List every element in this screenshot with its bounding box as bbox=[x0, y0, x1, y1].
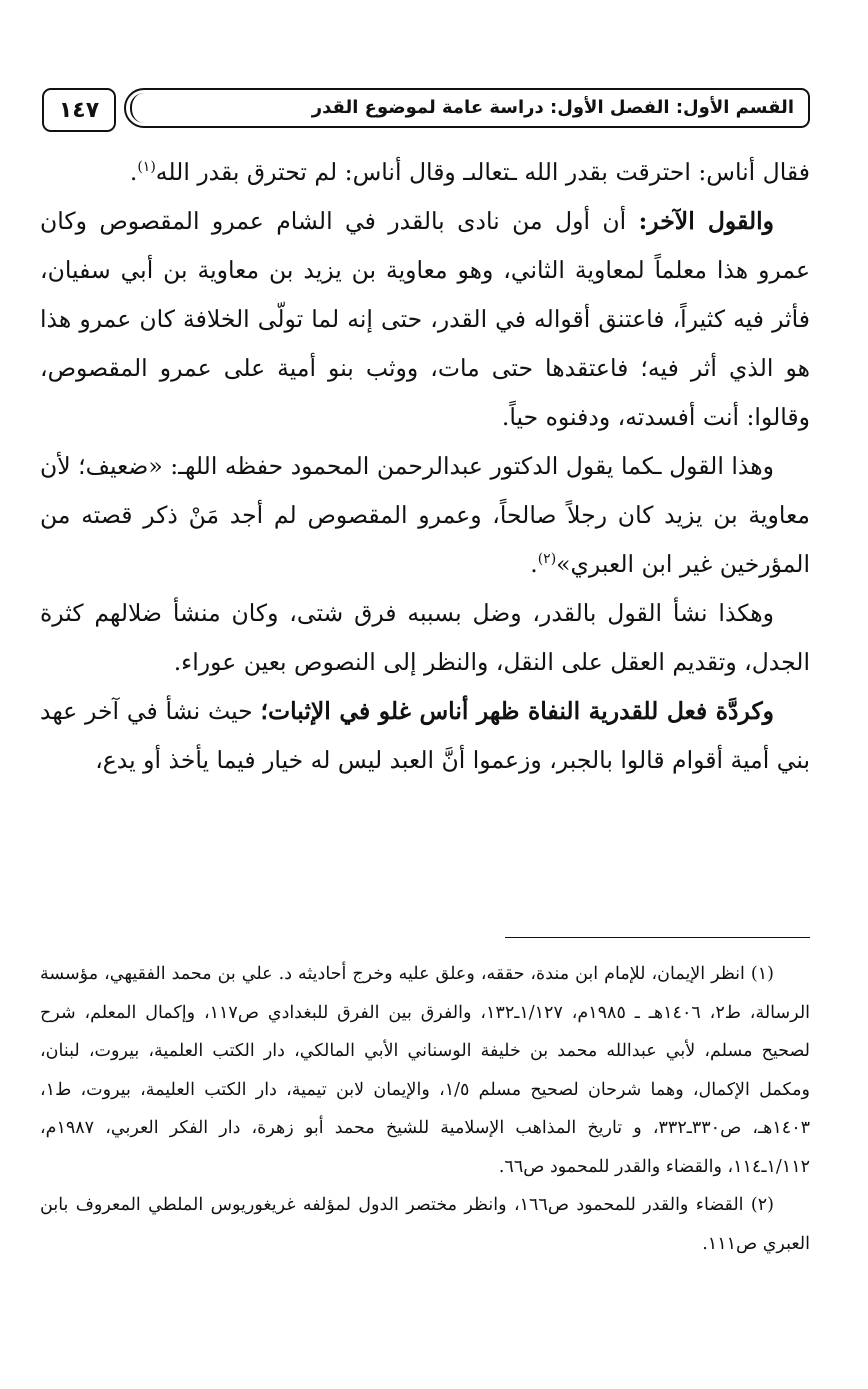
page-number: ١٤٧ bbox=[58, 97, 100, 123]
footnote-ref-1[interactable]: (١) bbox=[137, 159, 156, 176]
header-title-box bbox=[124, 88, 810, 128]
main-text bbox=[40, 148, 810, 785]
paragraph-3-text: وهذا القول ـكما يقول الدكتور عبدالرحمن المحمود حفظه اللهـ: «ضعيف؛ لأن معاوية بن يزيد كان رجلاً صالحاً، وعمرو المقصوص لم أجد مَنْ ذكر قصته من المؤرخين غير ابن العبري» bbox=[40, 452, 810, 578]
header-title: القسم الأول: الفصل الأول: دراسة عامة لموضوع القدر bbox=[311, 97, 794, 118]
paragraph-4 bbox=[40, 589, 810, 687]
paragraph-1: فقال أناس: احترقت بقدر الله ـتعالىـ وقال أناس: لم تحترق بقدر الله$^{(١)}$. bbox=[129, 158, 810, 186]
footnotes bbox=[40, 955, 810, 1263]
running-header bbox=[42, 88, 812, 130]
paragraph-2 bbox=[40, 197, 810, 442]
footnote-2: (٢) القضاء والقدر للمحمود ص١٦٦، وانظر مختصر الدول لمؤلفه غريغوريوس الملطي المعروف بابن العبري ص١١١. bbox=[40, 1195, 810, 1254]
paragraph-5-lead: وكردَّة فعل للقدرية النفاة ظهر أناس غلو في الإثبات؛ bbox=[260, 697, 774, 725]
paragraph-4-text: وهكذا نشأ القول بالقدر، وضل بسببه فرق شتى، وكان منشأ ضلالهم كثرة الجدل، وتقديم العقل على النقل، والنظر إلى النصوص بعين عوراء. bbox=[40, 599, 810, 676]
page-number-box bbox=[42, 88, 116, 132]
paragraph-5-text: حيث نشأ في آخر عهد بني أمية أقوام قالوا بالجبر، وزعموا أنَّ العبد ليس له خيار فيما يأخذ أو يدع، bbox=[40, 697, 810, 774]
paragraph-2-lead: والقول الآخر: bbox=[638, 207, 775, 235]
paragraph-1-text: فقال أناس: احترقت بقدر الله ـتعالىـ وقال أناس: لم تحترق بقدر الله bbox=[155, 158, 810, 186]
paragraph-2-text: أن أول من نادى بالقدر في الشام عمرو المقصوص وكان عمرو هذا معلماً لمعاوية الثاني، وهو معاوية بن يزيد بن معاوية بن أبي سفيان، فأثر فيه كثيراً، فاعتنق أقواله في القدر، حتى إنه لما تولّى الخلافة كان عمرو هذا هو الذي أثر فيه؛ فاعتقدها حتى مات، ووثب بنو أمية على عمرو المقصوص، وقالوا: أنت أفسدته، ودفنوه حياً. bbox=[40, 207, 810, 431]
paragraph-3: وهذا القول ـكما يقول الدكتور عبدالرحمن المحمود حفظه اللهـ: «ضعيف؛ لأن معاوية بن يزيد كان رجلاً صالحاً، وعمرو المقصوص لم أجد مَنْ ذكر قصته من المؤرخين غير ابن العبري»$^{(٢)}$. bbox=[40, 452, 810, 578]
paragraph-5 bbox=[40, 687, 810, 785]
footnote-1: (١) انظر الإيمان، للإمام ابن مندة، حققه، وعلق عليه وخرج أحاديثه د. علي بن محمد الفقيهي، مؤسسة الرسالة، ط٢، ١٤٠٦هـ ـ ١٩٨٥م، ١/١٢٧ـ١٣٢، والفرق بين الفرق للبغدادي ص١١٧، وإكمال المعلم، شرح لصحيح مسلم، لأبي عبدالله محمد بن خليفة الوسناني الأبي المالكي، دار الكتب العلمية، بيروت، لبنان، ومكمل الإكمال، وهما شرحان لصحيح مسلم ١/٥، والإيمان لابن تيمية، دار الكتب العليمة، بيروت، ط١، ١٤٠٣هـ، ص٣٣٠ـ٣٣٢، و تاريخ المذاهب الإسلامية للشيخ محمد أبو زهرة، دار الفكر العربي، ١٩٨٧م، ١/١١٢ـ١١٤، والقضاء والقدر للمحمود ص٦٦. bbox=[40, 964, 811, 1177]
footnote-ref-2[interactable]: (٢) bbox=[537, 551, 557, 568]
footnote-separator bbox=[505, 937, 810, 938]
